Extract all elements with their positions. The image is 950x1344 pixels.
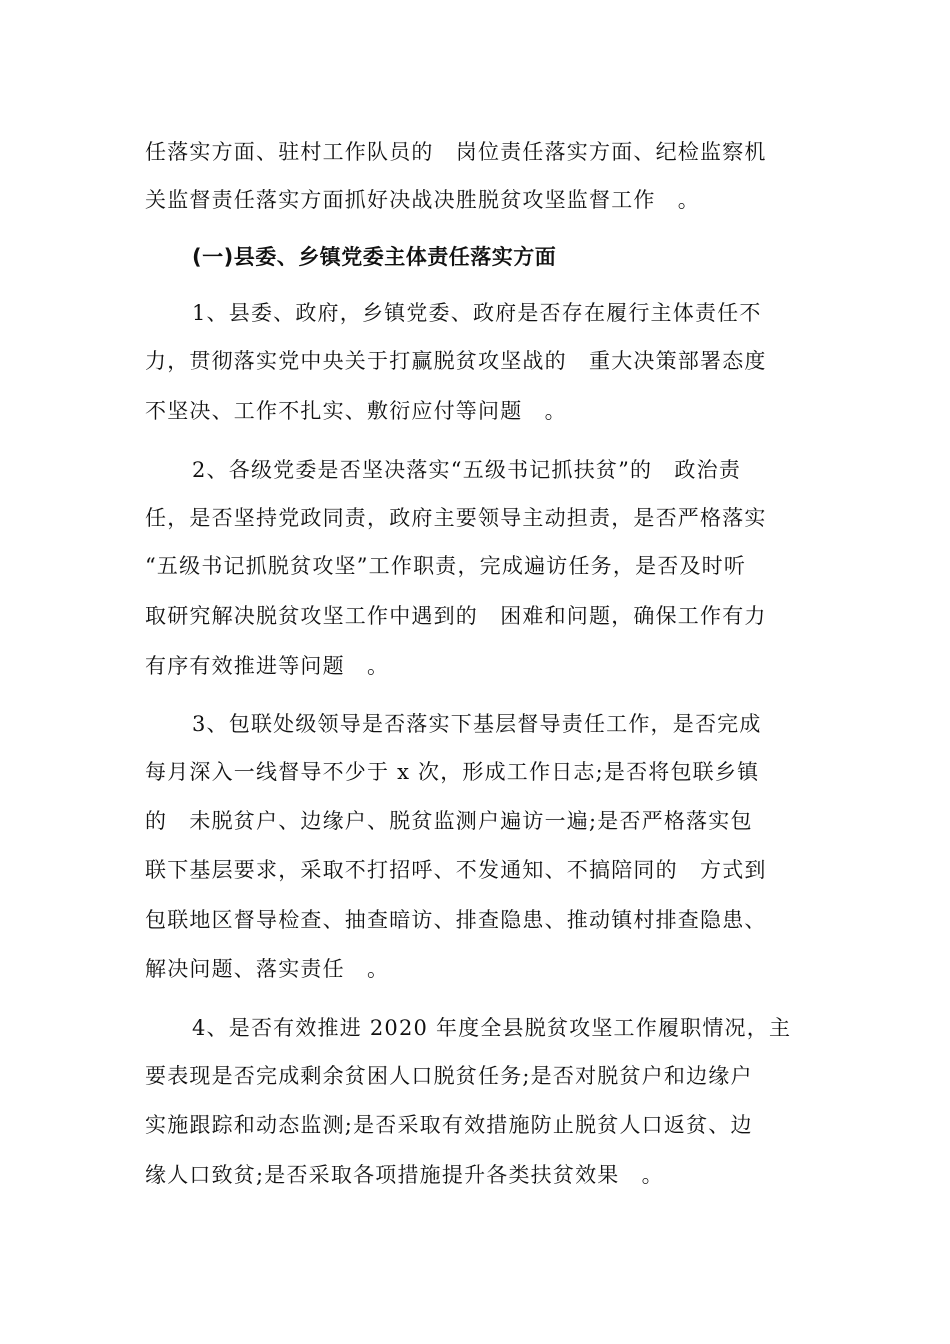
text-line: 解决问题、落实责任 。	[145, 957, 390, 981]
text-line: 取研究解决脱贫攻坚工作中遇到的 困难和问题，确保工作有力	[145, 604, 767, 628]
text-line: 要表现是否完成剩余贫困人口脱贫任务;是否对脱贫户和边缘户	[145, 1064, 753, 1088]
text-line: 关监督责任落实方面抓好决战决胜脱贫攻坚监督工作 。	[145, 188, 700, 212]
text-line: 任，是否坚持党政同责，政府主要领导主动担责，是否严格落实	[145, 506, 767, 530]
section-heading: (一)县委、乡镇党委主体责任落实方面	[192, 245, 557, 269]
text-line: 任落实方面、驻村工作队员的 岗位责任落实方面、纪检监察机	[145, 140, 767, 164]
text-line: 力，贯彻落实党中央关于打赢脱贫攻坚战的 重大决策部署态度	[145, 349, 767, 373]
text-line: 每月深入一线督导不少于 x 次，形成工作日志;是否将包联乡镇	[145, 760, 760, 784]
text-line: “五级书记抓脱贫攻坚”工作职责，完成遍访任务，是否及时听	[145, 554, 747, 578]
text-line: 4、是否有效推进 2020 年度全县脱贫攻坚工作履职情况，主	[192, 1016, 792, 1040]
text-line: 有序有效推进等问题 。	[145, 654, 390, 678]
text-line: 缘人口致贫;是否采取各项措施提升各类扶贫效果 。	[145, 1163, 664, 1187]
text-line: 不坚决、工作不扎实、敷衍应付等问题 。	[145, 399, 567, 423]
text-line: 1、县委、政府，乡镇党委、政府是否存在履行主体责任不	[192, 301, 762, 325]
text-line: 的 未脱贫户、边缘户、脱贫监测户遍访一遍;是否严格落实包	[145, 809, 753, 833]
text-line: 联下基层要求，采取不打招呼、不发通知、不搞陪同的 方式到	[145, 858, 767, 882]
text-line: 包联地区督导检查、抽查暗访、排查隐患、推动镇村排查隐患、	[145, 908, 767, 932]
text-line: 3、包联处级领导是否落实下基层督导责任工作，是否完成	[192, 712, 762, 736]
text-line: 2、各级党委是否坚决落实“五级书记抓扶贫”的 政治责	[192, 458, 742, 482]
text-line: 实施跟踪和动态监测;是否采取有效措施防止脱贫人口返贫、边	[145, 1113, 753, 1137]
